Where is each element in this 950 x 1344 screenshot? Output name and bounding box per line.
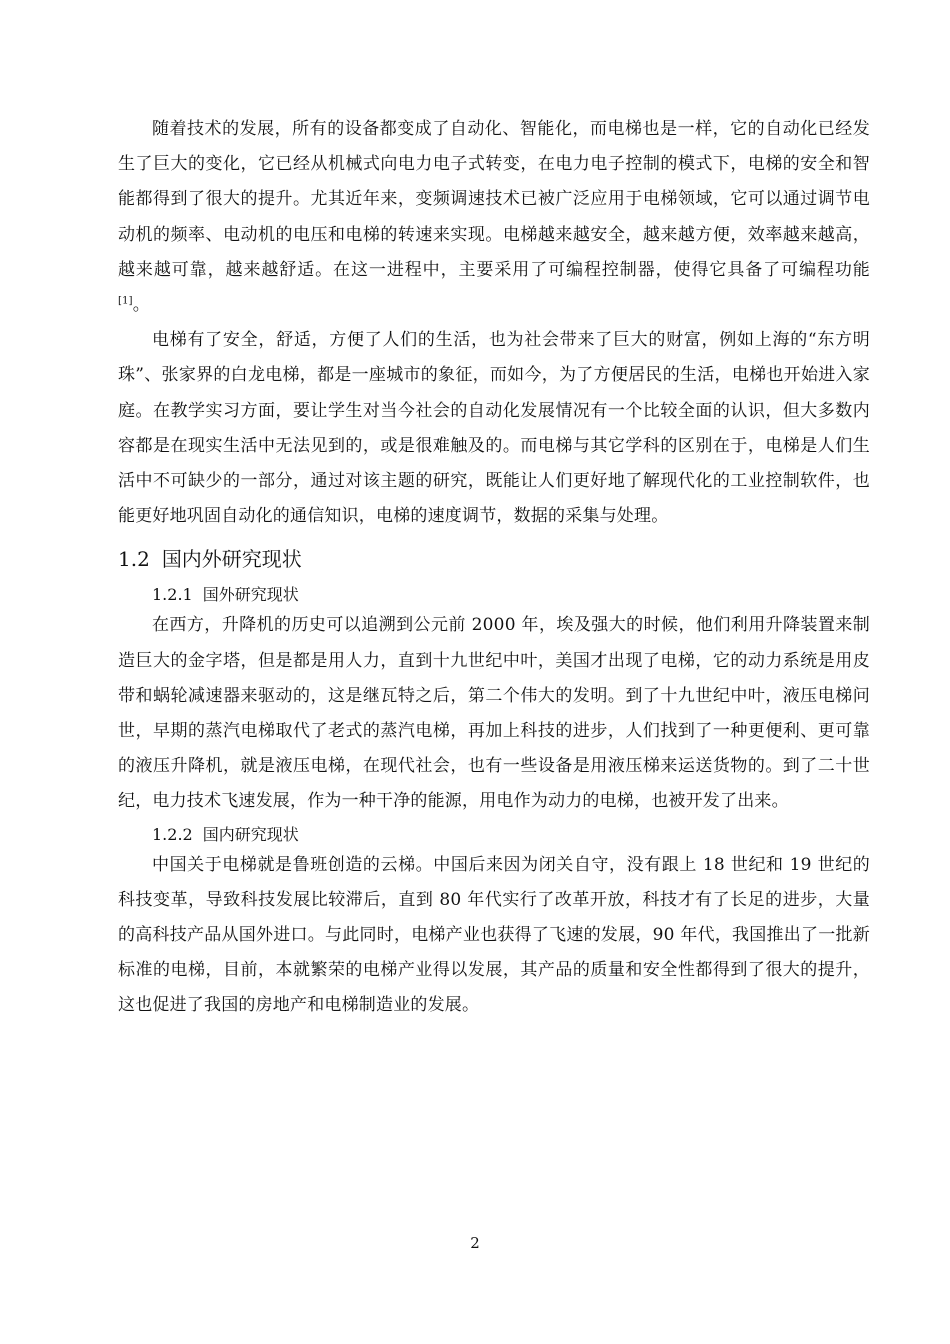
subsection-number: 1.2.1 (152, 585, 193, 605)
section-heading (118, 544, 870, 574)
page-number: 2 (470, 1234, 480, 1252)
paragraph-domestic-research: 中国关于电梯就是鲁班创造的云梯。中国后来因为闭关自守，没有跟上 18 世纪和 19 世纪的科技变革，导致科技发展比较滞后，直到 80 年代实行了改革开放，科技才有了长足的进步，大量的高科技产品从国外进口。与此同时，电梯产业也获得了飞速的发展，90 年代，我国推出了一批新标准的电梯，目前，本就繁荣的电梯产业得以发展，其产品的质量和安全性都得到了很大的提升，这也促进了我国的房地产和电梯制造业的发展。 (118, 854, 870, 1016)
subsection-number: 1.2.2 (152, 824, 193, 844)
section-title: 国内外研究现状 (161, 547, 302, 572)
subsection-heading-foreign (118, 582, 870, 608)
paragraph-foreign-research: 在西方，升降机的历史可以追溯到公元前 2000 年，埃及强大的时候，他们利用升降装置来制造巨大的金字塔，但是都是用人力，直到十九世纪中叶，美国才出现了电梯，它的动力系统是用皮带和蜗轮减速器来驱动的，这是继瓦特之后，第二个伟大的发明。到了十九世纪中叶，液压电梯问世，早期的蒸汽电梯取代了老式的蒸汽电梯，再加上科技的进步，人们找到了一种更便利、更可靠的液压升降机，就是液压电梯，在现代社会，也有一些设备是用液压梯来运送货物的。到了二十世纪，电力技术飞速发展，作为一种干净的能源，用电作为动力的电梯，也被开发了出来。 (118, 615, 870, 812)
document-body (118, 112, 870, 1024)
paragraph-end: 。 (132, 295, 150, 316)
citation-reference: [1] (118, 295, 133, 307)
subsection-title: 国外研究现状 (202, 585, 299, 605)
subsection-title: 国内研究现状 (202, 824, 299, 844)
paragraph-elevator-development (118, 112, 870, 323)
subsection-heading-domestic (118, 822, 870, 848)
paragraph-elevator-significance: 电梯有了安全，舒适，方便了人们的生活，也为社会带来了巨大的财富，例如上海的“东方明珠”、张家界的白龙电梯，都是一座城市的象征，而如今，为了方便居民的生活，电梯也开始进入家庭。在教学实习方面，要让学生对当今社会的自动化发展情况有一个比较全面的认识，但大多数内容都是在现实生活中无法见到的，或是很难触及的。而电梯与其它学科的区别在于，电梯是人们生活中不可缺少的一部分，通过对该主题的研究，既能让人们更好地了解现代化的工业控制软件，也能更好地巩固自动化的通信知识，电梯的速度调节，数据的采集与处理。 (118, 330, 870, 527)
section-number: 1.2 (118, 547, 150, 572)
paragraph-text: 随着技术的发展，所有的设备都变成了自动化、智能化，而电梯也是一样，它的自动化已经发生了巨大的变化，它已经从机械式向电力电子式转变，在电力电子控制的模式下，电梯的安全和智能都得到了很大的提升。尤其近年来，变频调速技术已被广泛应用于电梯领域，它可以通过调节电动机的频率、电动机的电压和电梯的转速来实现。电梯越来越安全，越来越方便，效率越来越高，越来越可靠，越来越舒适。在这一进程中，主要采用了可编程控制器，使得它具备了可编程功能 (118, 119, 870, 280)
